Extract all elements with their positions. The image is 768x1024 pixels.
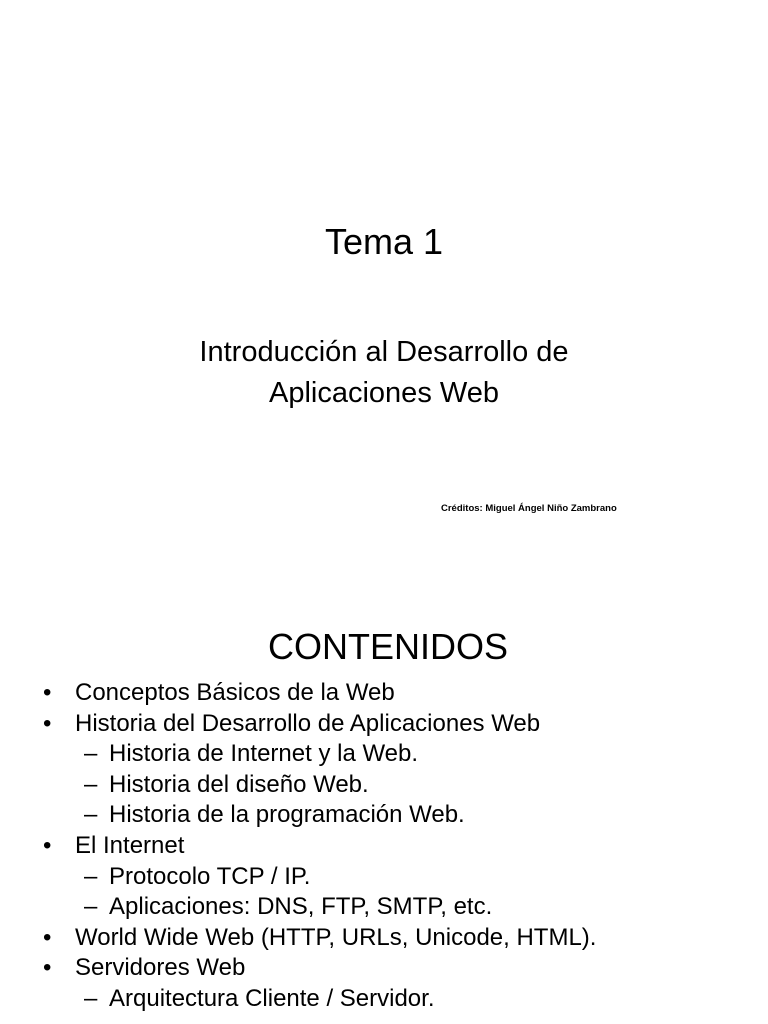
contents-item-text: Historia del Desarrollo de Aplicaciones Web (75, 709, 541, 737)
contents-item-text: Arquitectura Cliente / Servidor. (109, 984, 435, 1012)
dash-marker: – (84, 862, 98, 890)
contents-item (0, 953, 768, 984)
dash-marker: – (84, 984, 98, 1012)
contents-subitem (0, 770, 768, 801)
contents-subitem (0, 862, 768, 893)
contents-subitem (0, 984, 768, 1015)
contents-subitem (0, 800, 768, 831)
contents-item-text: World Wide Web (HTTP, URLs, Unicode, HTML). (75, 923, 597, 951)
bullet-marker: • (43, 709, 52, 737)
contents-list (0, 678, 768, 1015)
contents-item-text: Historia del diseño Web. (109, 770, 369, 798)
dash-marker: – (84, 740, 98, 768)
dash-marker: – (84, 893, 98, 921)
dash-marker: – (84, 770, 98, 798)
contents-item (0, 831, 768, 862)
subtitle-line-2: Aplicaciones Web (269, 377, 499, 409)
contents-item (0, 678, 768, 709)
contents-item-text: El Internet (75, 831, 185, 859)
bullet-marker: • (43, 923, 52, 951)
bullet-marker: • (43, 831, 52, 859)
contents-item (0, 709, 768, 740)
contents-item (0, 923, 768, 954)
contents-item-text: Protocolo TCP / IP. (109, 862, 311, 890)
bullet-marker: • (43, 679, 52, 706)
contents-item-text: Servidores Web (75, 954, 246, 982)
contents-item-text: Aplicaciones: DNS, FTP, SMTP, etc. (109, 893, 493, 921)
bullet-marker: • (43, 954, 52, 982)
subtitle-line-1: Introducción al Desarrollo de (199, 336, 569, 368)
contents-item-text: Conceptos Básicos de la Web (75, 679, 395, 706)
contents-item-text: Historia de Internet y la Web. (109, 740, 419, 768)
dash-marker: – (84, 801, 98, 829)
contents-subitem (0, 739, 768, 770)
contents-heading: CONTENIDOS (267, 626, 508, 667)
contents-subitem (0, 892, 768, 923)
slide-title: Tema 1 (324, 221, 444, 262)
slide-subtitle (0, 332, 768, 414)
credits-text: Créditos: Miguel Ángel Niño Zambrano (441, 503, 617, 514)
contents-item-text: Historia de la programación Web. (109, 801, 465, 829)
